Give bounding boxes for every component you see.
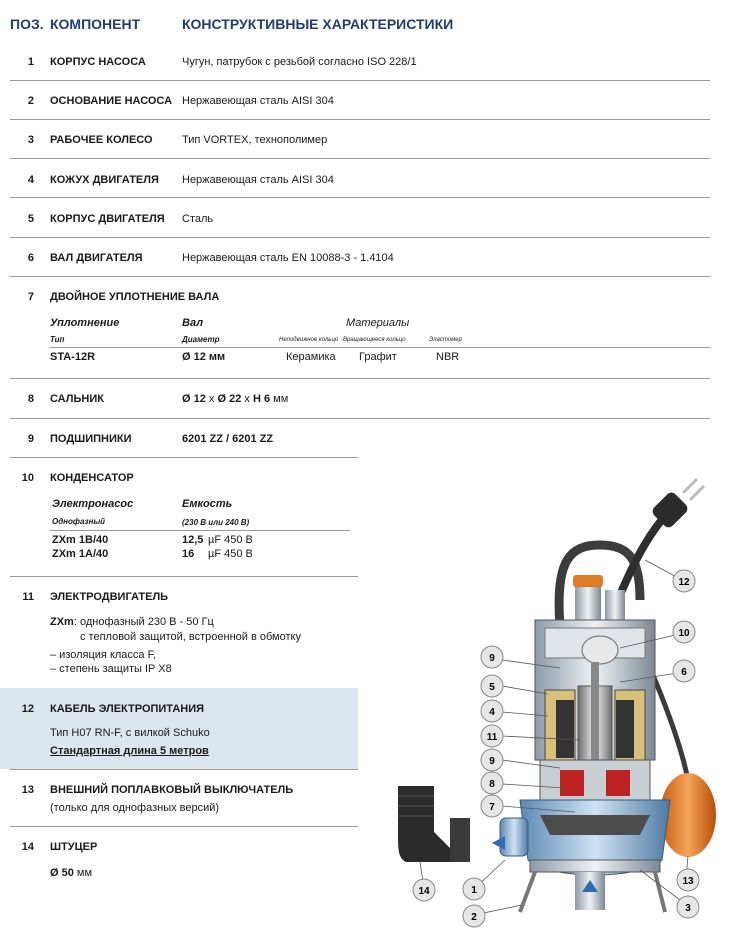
row-component: КОНДЕНСАТОР (50, 472, 134, 484)
row-number: 5 (27, 213, 34, 225)
winding-right (616, 700, 634, 758)
cable-length: Стандартная длина 5 метров (50, 745, 209, 757)
row-number: 4 (27, 174, 34, 186)
impeller (540, 815, 650, 835)
diameter-subheader: Диаметр (182, 335, 220, 344)
row-spec: Нержавеющая сталь AISI 304 (182, 95, 334, 107)
row-component: ВНЕШНИЙ ПОПЛАВКОВЫЙ ВЫКЛЮЧАТЕЛЬ (50, 784, 294, 796)
row-component: ВАЛ ДВИГАТЕЛЯ (50, 252, 143, 264)
row-component: КАБЕЛЬ ЭЛЕКТРОПИТАНИЯ (50, 703, 205, 715)
motor-bullet: – степень защиты IP X8 (50, 663, 172, 675)
fixed-ring-subheader: Неподвижное кольцо (279, 337, 339, 343)
callout-12 (673, 570, 695, 592)
phase-subheader: Однофазный (52, 517, 106, 526)
callout-5 (481, 675, 503, 697)
elastomer-value: NBR (436, 351, 460, 363)
base-leg (520, 872, 535, 912)
row-component: КОЖУХ ДВИГАТЕЛЯ (50, 174, 159, 186)
callout-9b (481, 749, 503, 771)
callout-2 (463, 905, 485, 927)
row-number: 10 (21, 472, 34, 484)
header-pos: ПОЗ. (10, 16, 44, 32)
row-component: САЛЬНИК (50, 393, 104, 405)
capacity-header: Емкость (182, 498, 233, 510)
row-spec: Тип VORTEX, технополимер (182, 134, 328, 146)
type-subheader: Тип (50, 335, 65, 344)
row-spec: Сталь (182, 213, 214, 225)
shaft-header: Вал (182, 317, 204, 329)
row-spec: Нержавеющая сталь AISI 304 (182, 174, 334, 186)
row-spec: 6201 ZZ / 6201 ZZ (182, 433, 274, 445)
row-component: ДВОЙНОЕ УПЛОТНЕНИЕ ВАЛА (50, 291, 220, 303)
rotating-ring-value: Графит (359, 351, 397, 363)
callout-label: 5 (489, 682, 495, 693)
callout-label: 12 (678, 577, 690, 588)
capacitor-value: 12,5 (182, 534, 204, 546)
winding-left (556, 700, 574, 758)
pump-header: Электронасос (52, 498, 134, 510)
rotating-ring-subheader: Вращающееся кольцо (343, 337, 406, 343)
callout-label: 8 (489, 779, 495, 790)
row-component: РАБОЧЕЕ КОЛЕСО (50, 134, 153, 146)
gland-separator: x (208, 393, 215, 405)
header-component: КОМПОНЕНТ (50, 16, 141, 32)
callout-1 (463, 878, 485, 900)
row-spec: Нержавеющая сталь EN 10088-3 - 1.4104 (182, 252, 394, 264)
row-component: КОРПУС НАСОСА (50, 56, 146, 68)
seal-chamber (540, 760, 650, 800)
gland-unit: мм (273, 393, 289, 405)
row-number: 3 (27, 134, 34, 146)
shaft-diameter-value: Ø 12 мм (182, 351, 226, 363)
hose-fitting (398, 786, 470, 862)
gland-separator: x (244, 393, 250, 405)
seal-ring-right (606, 770, 630, 796)
capacitor-unit: µF 450 В (208, 534, 253, 546)
callout-3 (677, 896, 699, 918)
row-component: ЭЛЕКТРОДВИГАТЕЛЬ (50, 591, 169, 603)
materials-header: Материалы (346, 317, 410, 329)
row-number: 11 (22, 591, 34, 603)
row-number: 12 (21, 703, 34, 715)
callout-13 (677, 869, 699, 891)
row-number: 8 (27, 393, 34, 405)
motor-model: ZXm (50, 616, 74, 628)
row-number: 7 (27, 291, 34, 303)
callout-6 (673, 660, 695, 682)
callout-label: 9 (489, 653, 495, 664)
callout-label: 6 (681, 667, 687, 678)
fixed-ring-value: Керамика (286, 351, 336, 363)
voltage-subheader: (230 В или 240 В) (182, 518, 250, 527)
callout-label: 3 (685, 903, 691, 914)
callout-label: 10 (678, 628, 690, 639)
callout-label: 13 (682, 876, 694, 887)
row-number: 2 (27, 95, 34, 107)
callout-4 (481, 700, 503, 722)
base-leg (655, 872, 665, 912)
callout-9 (481, 646, 503, 668)
callout-label: 14 (418, 886, 430, 897)
cable-type: Тип H07 RN-F, с вилкой Schuko (50, 727, 210, 739)
gland-2 (605, 590, 625, 622)
gland-inner-diameter: Ø 12 (182, 393, 206, 405)
callout-label: 11 (486, 732, 498, 743)
motor-description: : однофазный 230 В - 50 Гц (73, 616, 214, 628)
callout-14 (413, 879, 435, 901)
capacitor-value: 16 (182, 548, 195, 560)
callout-7 (481, 795, 503, 817)
row-component: ОСНОВАНИЕ НАСОСА (50, 95, 173, 107)
callout-10 (673, 621, 695, 643)
elastomer-subheader: Эластомер (429, 337, 462, 343)
row-component: ШТУЦЕР (50, 841, 98, 853)
row-component: ПОДШИПНИКИ (50, 433, 132, 445)
orange-cap (573, 575, 603, 587)
gland-height: H 6 (252, 393, 271, 405)
callout-label: 7 (489, 802, 495, 813)
row-number: 6 (27, 252, 34, 264)
header-characteristics: КОНСТРУКТИВНЫЕ ХАРАКТЕРИСТИКИ (182, 16, 454, 32)
row-number: 13 (21, 784, 34, 796)
capacitor-model: ZXm 1A/40 (52, 548, 109, 560)
capacitor-unit: µF 450 В (208, 548, 253, 560)
fitting-unit: мм (76, 867, 93, 879)
motor-bullet: – изоляция класса F, (50, 649, 157, 661)
row-component: КОРПУС ДВИГАТЕЛЯ (50, 213, 165, 225)
seal-type-value: STA-12R (50, 351, 96, 363)
callout-label: 1 (471, 885, 477, 896)
row-number: 1 (27, 56, 34, 68)
seal-header: Уплотнение (50, 317, 120, 329)
callout-label: 2 (471, 912, 477, 923)
float-spec: (только для однофазных версий) (50, 802, 220, 814)
callout-8 (481, 772, 503, 794)
callout-label: 9 (489, 756, 495, 767)
callout-11 (481, 725, 503, 747)
row-number: 9 (27, 433, 34, 445)
motor-line-2: с тепловой защитой, встроенной в обмотку (80, 631, 301, 643)
row-number: 14 (21, 841, 34, 853)
capacitor-model: ZXm 1B/40 (52, 534, 109, 546)
flow-arrow-icon (492, 836, 505, 850)
fitting-diameter: Ø 50 (50, 867, 74, 879)
row-spec: Чугун, патрубок с резьбой согласно ISO 228/1 (182, 56, 417, 68)
seal-ring-left (560, 770, 584, 796)
capacitor (582, 636, 618, 664)
gland-outer-diameter: Ø 22 (217, 393, 242, 405)
callout-label: 4 (489, 707, 495, 718)
